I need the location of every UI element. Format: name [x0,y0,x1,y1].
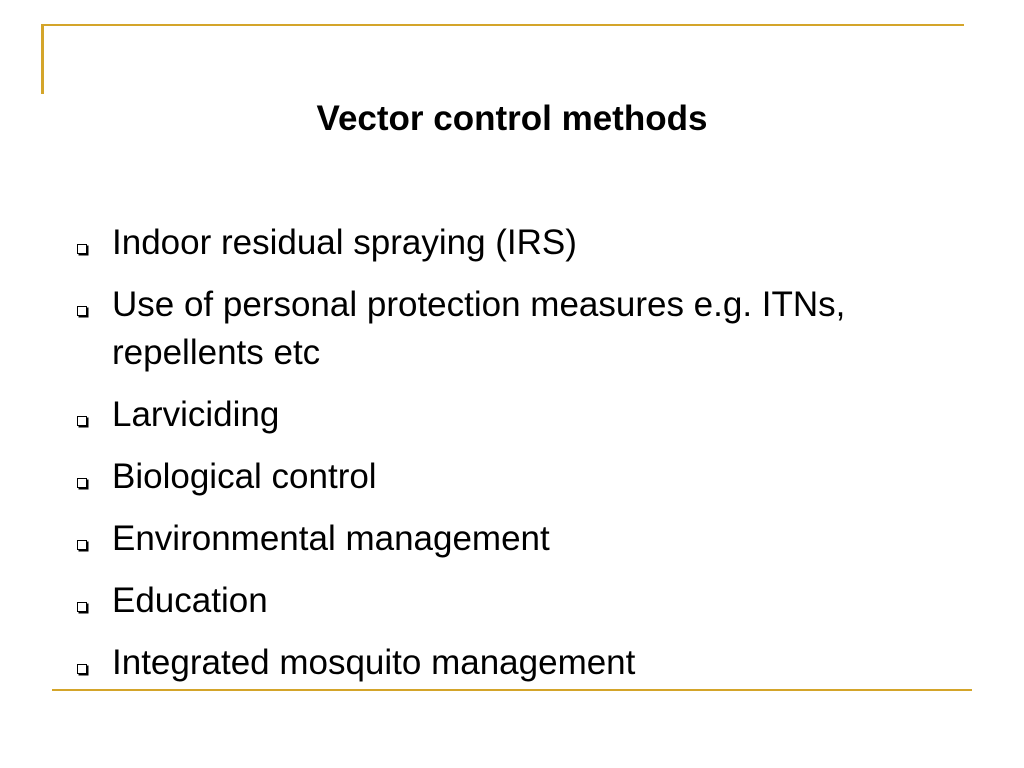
bullet-text: Biological control [112,457,377,496]
hollow-square-bullet-icon [77,602,87,612]
frame-vertical-line [41,24,44,94]
hollow-square-bullet-icon [77,306,87,316]
bullet-item [74,219,954,267]
bullet-text: Larviciding [112,395,280,434]
bullet-text: Environmental management [112,519,550,558]
slide-title: Vector control methods [316,99,708,138]
hollow-square-bullet-icon [77,664,87,674]
hollow-square-bullet-icon [77,244,87,254]
frame-top-line [41,24,964,26]
bullet-item [74,639,954,687]
bullet-item [74,281,954,377]
hollow-square-bullet-icon [77,540,87,550]
bullet-text: Education [112,581,268,620]
bullet-item [74,577,954,625]
hollow-square-bullet-icon [77,416,87,426]
bullet-text: Integrated mosquito management [112,643,636,682]
frame-bottom-line [52,689,972,691]
hollow-square-bullet-icon [77,478,87,488]
bullet-item [74,453,954,501]
bullet-text: Use of personal protection measures e.g. ITNs, repellents etc [112,285,846,372]
bullet-item [74,515,954,563]
bullet-text: Indoor residual spraying (IRS) [112,223,577,262]
bullet-item [74,391,954,439]
bullet-list [74,219,954,701]
